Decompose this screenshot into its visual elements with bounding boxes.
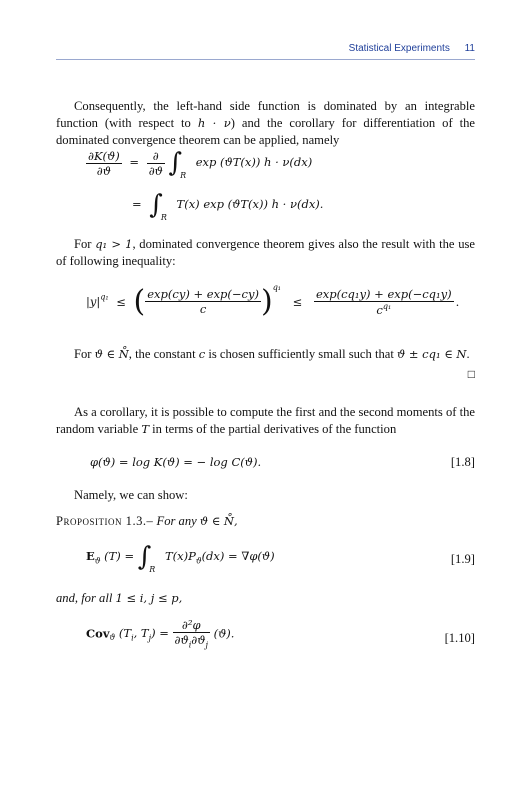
page-number: 11 (464, 43, 475, 54)
equation-tag-1-8: [1.8] (450, 455, 475, 469)
integral-sign: ∫ (168, 148, 183, 178)
equation-covariance: Cov$_ϑ$ ($T_i$, $T_j$) = $\frac{\text{∂²φ}}{\partial ϑ_i\partial ϑ_j}$ (ϑ). (86, 618, 235, 650)
paragraph-dominated: Consequently, the left-hand side function is dominated by an integrable function (with respect to h · ν) and the corollary for differentiation of the dominated convergence theorem can be applied, namely (56, 99, 475, 147)
paragraph-for-all: and, for all 1 ≤ i, j ≤ p, (56, 591, 183, 605)
equation-phi: φ(ϑ) = log K(ϑ) = − log C(ϑ). (90, 455, 262, 469)
integral-sign: ∫ (149, 190, 163, 220)
proposition-heading: Proposition 1.3.– For any ϑ ∈ N̊, (56, 514, 238, 528)
equation-tag-1-10: [1.10] (444, 631, 475, 645)
paragraph-corollary: As a corollary, it is possible to compute the first and the second moments of the random variable T in terms of the partial derivatives of the function (56, 405, 475, 436)
paragraph-namely: Namely, we can show: (74, 488, 188, 502)
equation-expectation: $E_ϑ$ $(T) = \int_R$ $T(x)P_ϑ(dx) = \nabla\varphi(ϑ)$ (86, 542, 275, 574)
equation-tag-1-9: [1.9] (450, 552, 475, 566)
paragraph-constant-c: For ϑ ∈ N̊, the constant c is chosen sufficiently small such that ϑ ± cq₁ ∈ N. (74, 347, 470, 361)
qed-square: □ (467, 367, 475, 381)
header-rule (56, 59, 475, 60)
running-header (349, 43, 475, 54)
equation-derivative-line1: $\frac{\partial K(ϑ)}{\partial ϑ}$ = $\frac{\partial}{\partial ϑ}$ $\int_R$ exp (ϑT(x)) h · ν(dx) (88, 148, 313, 180)
paragraph-q1: For q₁ > 1, dominated convergence theorem gives also the result with the use of following inequality: (56, 237, 475, 268)
equation-inequality: $|y|^{q_1}$ ≤ ( $\frac{\exp(cy) + \exp(-cy)}{c}$ )$^{q_1}$ ≤ $\frac{\text{exp(cq₁y) + exp(−cq₁y)}}{c^{q_1}}$ . (86, 282, 460, 319)
equation-derivative-line2: = $\int_R$ T(x) exp (ϑT(x)) h · ν(dx). (132, 190, 324, 222)
header-title: Statistical Experiments (348, 43, 450, 54)
